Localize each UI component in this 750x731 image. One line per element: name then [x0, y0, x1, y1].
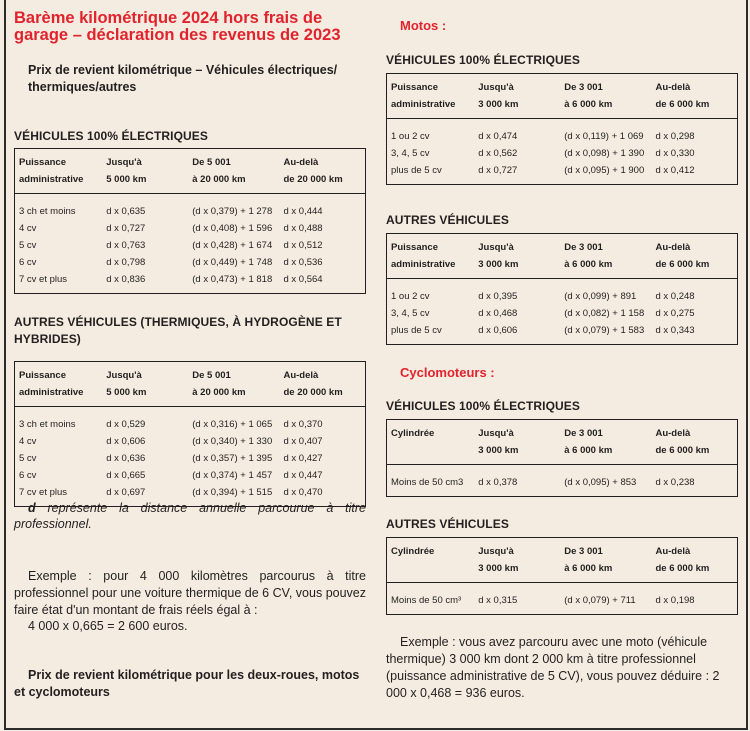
table-voitures-autres [14, 361, 366, 507]
table-cell: (d x 0,473) + 1 818 [192, 274, 273, 285]
table-cell: d x 0,412 [655, 165, 695, 176]
column-header: Puissance [19, 370, 66, 381]
subtitle-voitures: Prix de revient kilométrique – Véhicules électriques/ thermiques/autres [28, 63, 338, 94]
table-row [387, 322, 738, 345]
table-cell: d x 0,635 [106, 206, 146, 217]
column-header: administrative [15, 171, 103, 194]
table-cell: d x 0,512 [283, 240, 323, 251]
column-header: Jusqu'à [478, 546, 514, 557]
column-header: De 5 001 [192, 157, 231, 168]
column-header: Cylindrée [391, 546, 435, 557]
table-cell: d x 0,407 [283, 436, 323, 447]
table-voitures-electriques [14, 148, 366, 294]
table-cell: (d x 0,379) + 1 278 [192, 206, 273, 217]
column-header: Jusqu'à [106, 157, 142, 168]
table-cyclo-autres [386, 537, 738, 615]
heading-autres-motos: AUTRES VÉHICULES [386, 213, 509, 227]
table-cell: d x 0,444 [283, 206, 323, 217]
column-header: Cylindrée [391, 428, 435, 439]
table-cell: 7 cv et plus [19, 487, 68, 498]
table-cell: d x 0,606 [106, 436, 146, 447]
column-header: 3 000 km [474, 256, 560, 279]
table-cell: (d x 0,316) + 1 065 [192, 419, 273, 430]
column-header: Jusqu'à [478, 242, 514, 253]
table-cell: (d x 0,428) + 1 674 [192, 240, 273, 251]
table-cell: d x 0,427 [283, 453, 323, 464]
table-cell: d x 0,536 [283, 257, 323, 268]
table-cell: 3, 4, 5 cv [391, 308, 430, 319]
table-cell: 5 cv [19, 240, 37, 251]
table-cell: d x 0,488 [283, 223, 323, 234]
column-header: de 6 000 km [651, 96, 737, 119]
table-row [15, 220, 366, 237]
column-header: Au-delà [655, 428, 691, 439]
table-cell: d x 0,763 [106, 240, 146, 251]
column-header: administrative [387, 96, 475, 119]
table-cell: d x 0,470 [283, 487, 323, 498]
table-cyclo-electriques [386, 419, 738, 497]
note-text: représente la distance annuelle parcourue à titre professionnel. [14, 501, 366, 531]
column-header: à 6 000 km [560, 96, 651, 119]
column-header: administrative [387, 256, 475, 279]
column-header: Puissance [19, 157, 66, 168]
column-header: de 6 000 km [651, 256, 737, 279]
table-row [15, 254, 366, 271]
heading-autres-voitures: AUTRES VÉHICULES (THERMIQUES, À HYDROGÈNE ET HYBRIDES) [14, 315, 342, 346]
note-d-symbol: d [28, 501, 36, 515]
table-cell: d x 0,330 [655, 148, 695, 159]
table-cell: 4 cv [19, 436, 37, 447]
table-cell: d x 0,343 [655, 325, 695, 336]
table-cell: plus de 5 cv [391, 165, 442, 176]
table-cell: d x 0,727 [106, 223, 146, 234]
table-cell: (d x 0,449) + 1 748 [192, 257, 273, 268]
column-header: De 3 001 [564, 242, 603, 253]
column-header: Au-delà [655, 242, 691, 253]
table-cell: d x 0,606 [478, 325, 518, 336]
example-voiture: Exemple : pour 4 000 kilomètres parcourus à titre professionnel pour une voiture thermique de 6 CV, vous pouvez faire état d'un montant de frais réels égal à : [14, 569, 366, 617]
table-cell: (d x 0,394) + 1 515 [192, 487, 273, 498]
table-cell: 6 cv [19, 470, 37, 481]
table-cell: d x 0,798 [106, 257, 146, 268]
column-header: Au-delà [283, 370, 319, 381]
table-cell: d x 0,198 [655, 595, 695, 606]
table-cell: 4 cv [19, 223, 37, 234]
table-row [387, 145, 738, 162]
example-voiture-calc: 4 000 x 0,665 = 2 600 euros. [28, 619, 188, 633]
column-header: Au-delà [283, 157, 319, 168]
table-cell: d x 0,727 [478, 165, 518, 176]
table-cell: (d x 0,119) + 1 069 [564, 131, 644, 142]
table-cell: d x 0,636 [106, 453, 146, 464]
column-header: à 20 000 km [188, 171, 279, 194]
table-cell: 7 cv et plus [19, 274, 68, 285]
table-cell: d x 0,836 [106, 274, 146, 285]
table-cell: 1 ou 2 cv [391, 291, 430, 302]
column-header: à 6 000 km [560, 442, 651, 465]
column-header: 3 000 km [474, 96, 560, 119]
heading-elec-voitures: VÉHICULES 100% ÉLECTRIQUES [14, 129, 208, 143]
table-cell: d x 0,468 [478, 308, 518, 319]
table-cell: d x 0,562 [478, 148, 518, 159]
example-moto: Exemple : vous avez parcouru avec une moto (véhicule thermique) 3 000 km dont 2 000 km à titre professionnel (puissance administrative de 5 CV), vous pouvez déduire : 2 000 x 0,468 = 936 euros. [386, 635, 720, 700]
heading-autres-cyclo: AUTRES VÉHICULES [386, 517, 509, 531]
table-cell: d x 0,238 [655, 477, 695, 488]
column-header: Jusqu'à [478, 428, 514, 439]
table-row [15, 271, 366, 294]
column-header: 3 000 km [474, 442, 560, 465]
table-row [15, 237, 366, 254]
column-header: de 20 000 km [279, 171, 365, 194]
table-row [15, 450, 366, 467]
table-cell: 5 cv [19, 453, 37, 464]
table-cell: d x 0,697 [106, 487, 146, 498]
table-cell: 3, 4, 5 cv [391, 148, 430, 159]
table-row [387, 305, 738, 322]
table-cell: d x 0,248 [655, 291, 695, 302]
table-cell: d x 0,275 [655, 308, 695, 319]
table-row [15, 194, 366, 221]
column-header: De 5 001 [192, 370, 231, 381]
table-cell: (d x 0,099) + 891 [564, 291, 637, 302]
column-header: 3 000 km [474, 560, 560, 583]
table-cell: d x 0,665 [106, 470, 146, 481]
table-cell: Moins de 50 cm3 [391, 477, 464, 488]
table-row [387, 119, 738, 146]
table-row [15, 407, 366, 434]
table-row [15, 467, 366, 484]
table-motos-autres [386, 233, 738, 345]
table-cell: (d x 0,095) + 853 [564, 477, 637, 488]
table-cell: (d x 0,408) + 1 596 [192, 223, 273, 234]
column-header: à 6 000 km [560, 256, 651, 279]
table-cell: 3 ch et moins [19, 419, 76, 430]
table-cell: 6 cv [19, 257, 37, 268]
column-header: De 3 001 [564, 428, 603, 439]
table-motos-electriques [386, 73, 738, 185]
table-cell: d x 0,564 [283, 274, 323, 285]
table-cell: d x 0,370 [283, 419, 323, 430]
table-cell: d x 0,395 [478, 291, 518, 302]
table-cell: 1 ou 2 cv [391, 131, 430, 142]
table-cell: plus de 5 cv [391, 325, 442, 336]
table-row [387, 162, 738, 185]
column-header: 5 000 km [102, 171, 188, 194]
column-header: Puissance [391, 242, 438, 253]
column-header: Au-delà [655, 546, 691, 557]
column-header: administrative [15, 384, 103, 407]
cyclo-title: Cyclomoteurs : [400, 365, 495, 380]
table-cell: Moins de 50 cm³ [391, 595, 462, 606]
column-header: De 3 001 [564, 546, 603, 557]
column-header [387, 442, 475, 465]
table-cell: d x 0,298 [655, 131, 695, 142]
table-cell: (d x 0,374) + 1 457 [192, 470, 273, 481]
column-header [387, 560, 475, 583]
column-header: Puissance [391, 82, 438, 93]
heading-elec-cyclo: VÉHICULES 100% ÉLECTRIQUES [386, 399, 580, 413]
page-title: Barème kilométrique 2024 hors frais de garage – déclaration des revenus de 2023 [14, 9, 341, 44]
table-row [387, 583, 738, 615]
subtitle-deux-roues: Prix de revient kilométrique pour les deux-roues, motos et cyclomoteurs [14, 668, 360, 699]
table-cell: d x 0,378 [478, 477, 518, 488]
table-cell: (d x 0,095) + 1 900 [564, 165, 645, 176]
table-cell: (d x 0,082) + 1 158 [564, 308, 645, 319]
column-header: Jusqu'à [106, 370, 142, 381]
table-cell: (d x 0,357) + 1 395 [192, 453, 273, 464]
heading-elec-motos: VÉHICULES 100% ÉLECTRIQUES [386, 53, 580, 67]
column-header: 5 000 km [102, 384, 188, 407]
table-row [15, 433, 366, 450]
motos-title: Motos : [400, 18, 447, 33]
column-header: de 20 000 km [279, 384, 365, 407]
column-header: à 20 000 km [188, 384, 279, 407]
column-header: à 6 000 km [560, 560, 651, 583]
column-header: Jusqu'à [478, 82, 514, 93]
table-cell: (d x 0,098) + 1 390 [564, 148, 645, 159]
column-header: De 3 001 [564, 82, 603, 93]
table-cell: d x 0,529 [106, 419, 146, 430]
table-cell: (d x 0,079) + 711 [564, 595, 636, 606]
column-header: de 6 000 km [651, 442, 737, 465]
table-cell: 3 ch et moins [19, 206, 76, 217]
column-header: de 6 000 km [651, 560, 737, 583]
table-cell: (d x 0,340) + 1 330 [192, 436, 273, 447]
table-row [387, 465, 738, 497]
note-distance [14, 500, 366, 532]
table-cell: d x 0,315 [478, 595, 518, 606]
column-header: Au-delà [655, 82, 691, 93]
table-row [387, 279, 738, 306]
table-cell: d x 0,474 [478, 131, 518, 142]
table-cell: (d x 0,079) + 1 583 [564, 325, 645, 336]
table-cell: d x 0,447 [283, 470, 323, 481]
